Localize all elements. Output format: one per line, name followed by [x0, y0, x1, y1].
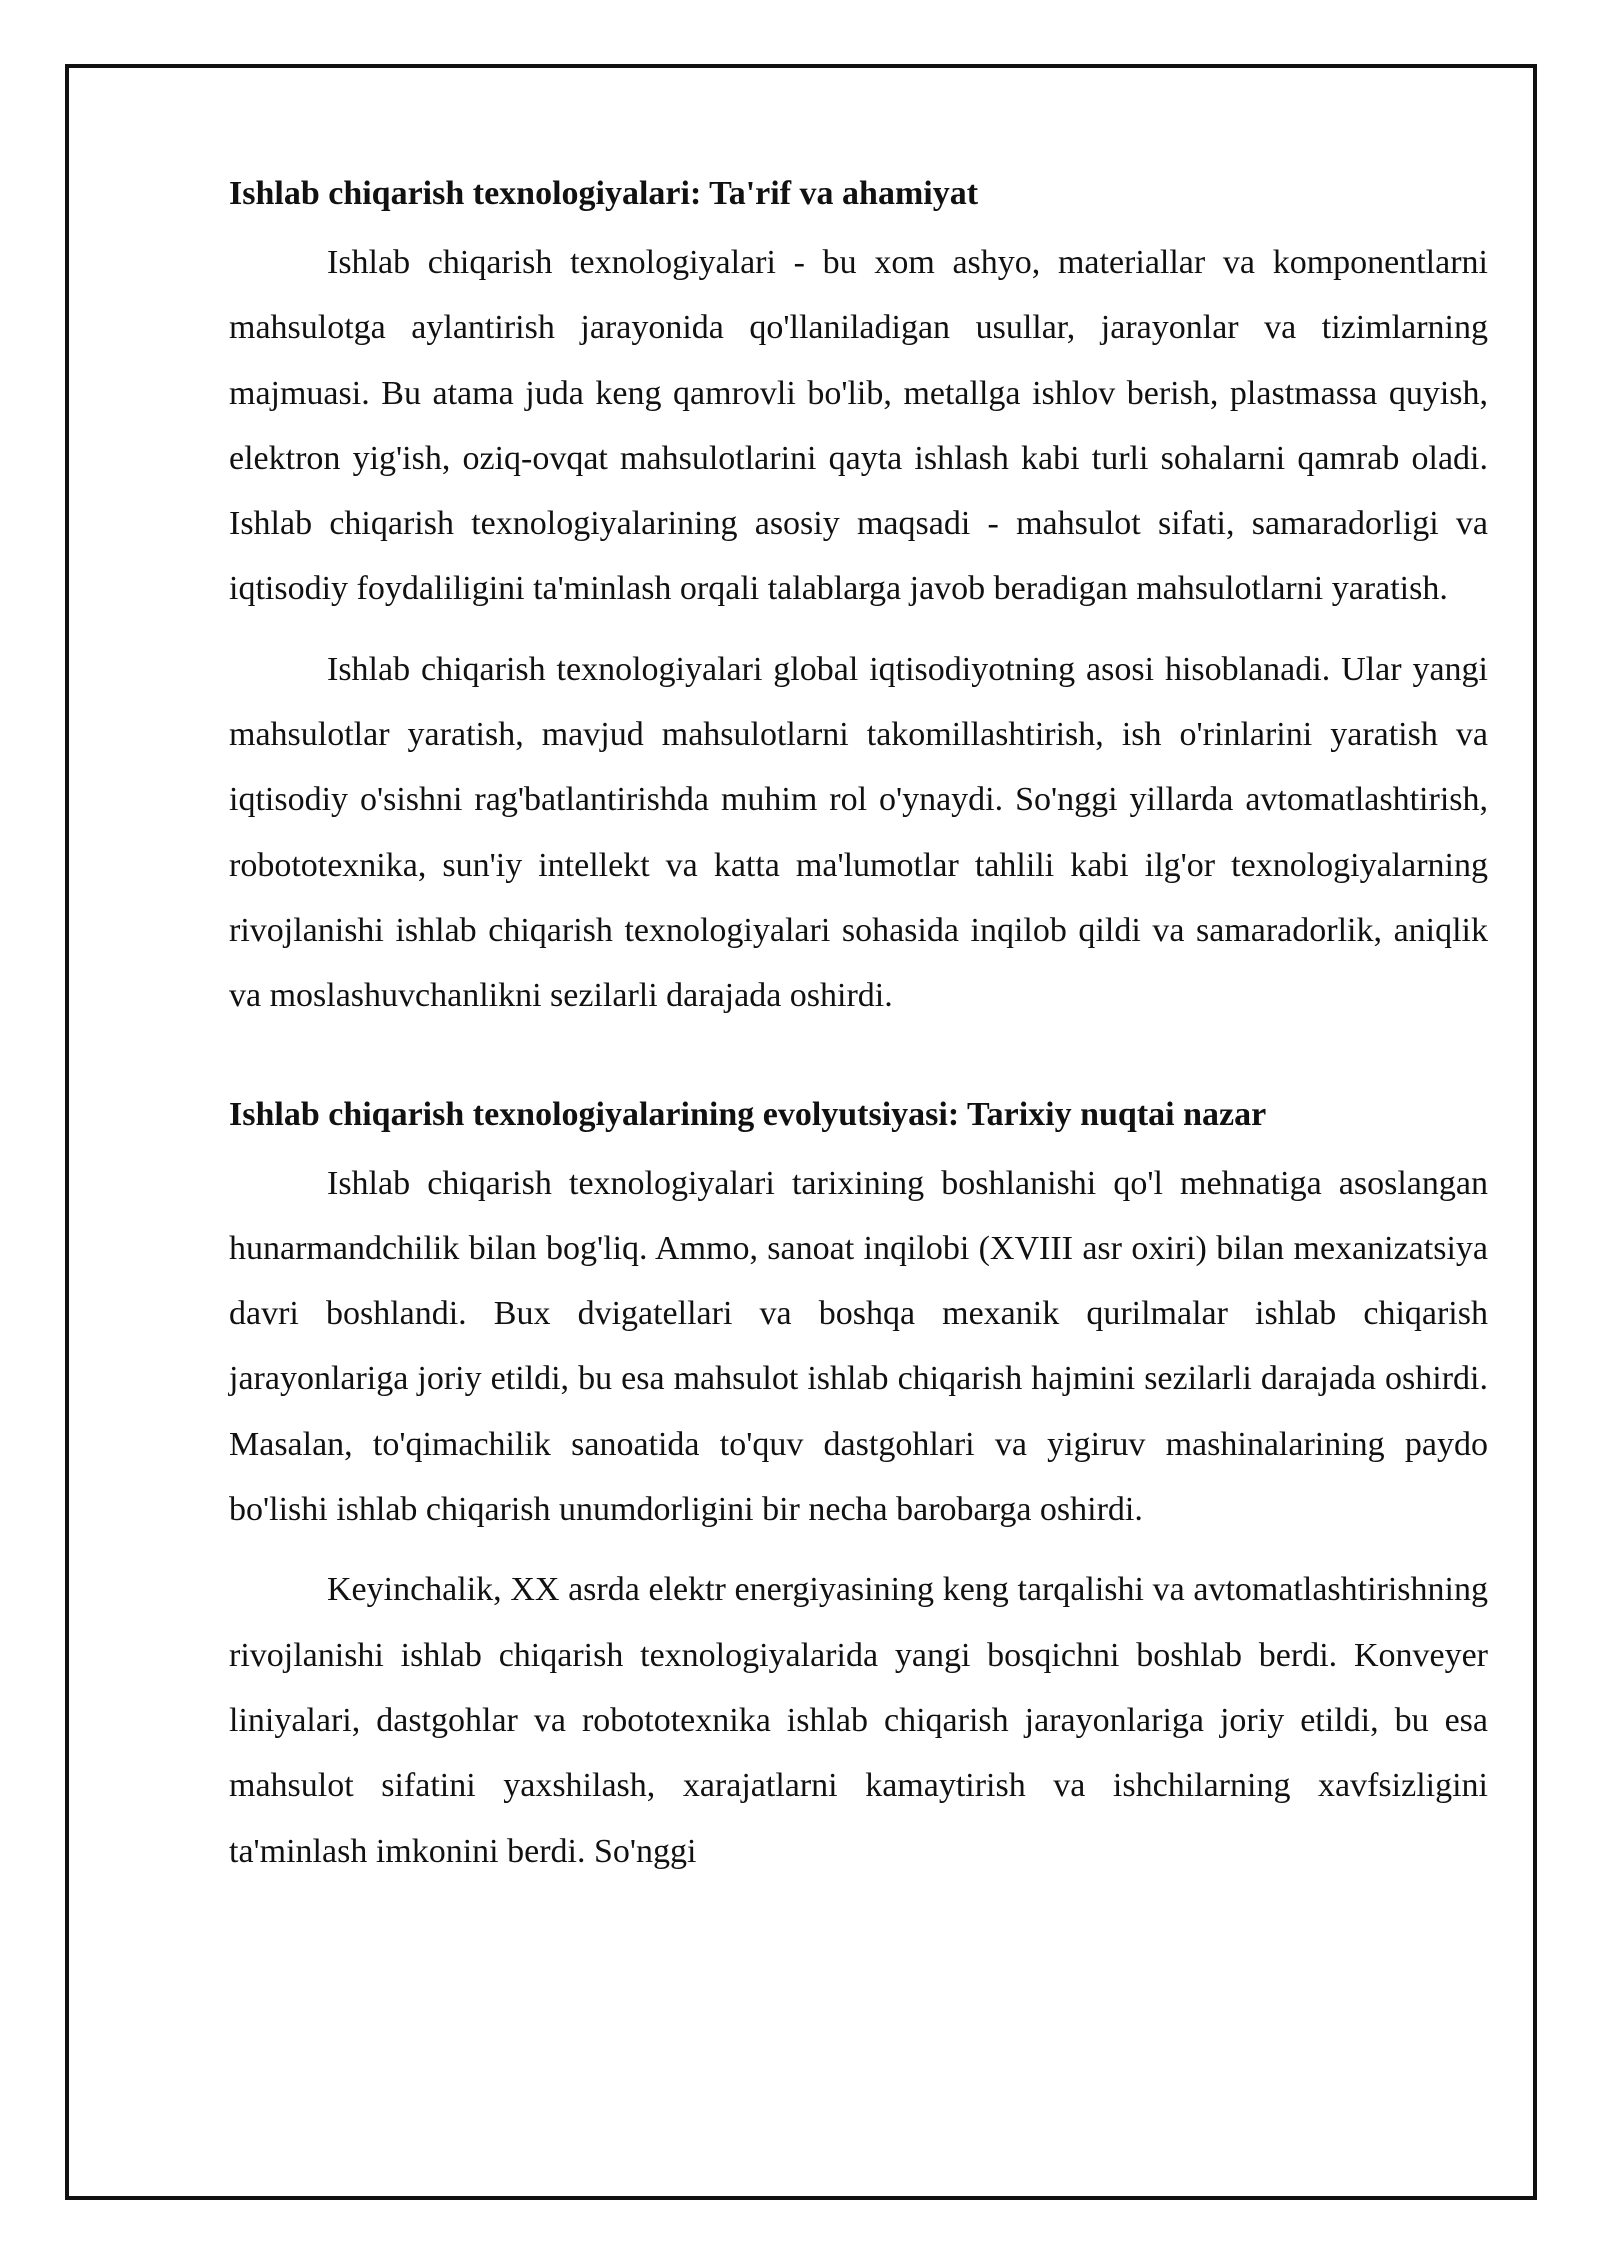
section-heading: Ishlab chiqarish texnologiyalari: Ta'rif va ahamiyat	[229, 175, 979, 212]
document-body	[229, 170, 1488, 1899]
paragraph: Ishlab chiqarish texnologiyalari - bu xom ashyo, materiallar va komponentlarni mahsulotga aylantirish jarayonida qo'llaniladigan usullar, jarayonlar va tizimlarning majmuasi. Bu atama juda keng qamrovli bo'lib, metallga ishlov berish, plastmassa quyish, elektron yig'ish, oziq-ovqat mahsulotlarini qayta ishlash kabi turli sohalarni qamrab oladi. Ishlab chiqarish texnologiyalarining asosiy maqsadi - mahsulot sifati, samaradorligi va iqtisodiy foydaliligini ta'minlash orqali talablarga javob beradigan mahsulotlarni yaratish.	[229, 244, 1488, 608]
section-heading: Ishlab chiqarish texnologiyalarining evolyutsiyasi: Tarixiy nuqtai nazar	[229, 1095, 1267, 1133]
paragraph: Keyinchalik, XX asrda elektr energiyasining keng tarqalishi va avtomatlashtirishning rivojlanishi ishlab chiqarish texnologiyalarida yangi bosqichni boshlab berdi. Konveyer liniyalari, dastgohlar va robototexnika ishlab chiqarish jarayonlariga joriy etildi, bu esa mahsulot sifatini yaxshilash, xarajatlarni kamaytirish va ishchilarning xavfsizligini ta'minlash imkonini berdi. So'nggi	[229, 1571, 1488, 1870]
paragraph: Ishlab chiqarish texnologiyalari global iqtisodiyotning asosi hisoblanadi. Ular yangi mahsulotlar yaratish, mavjud mahsulotlarni takomillashtirish, ish o'rinlarini yaratish va iqtisodiy o'sishni rag'batlantirishda muhim rol o'ynaydi. So'nggi yillarda avtomatlashtirish, robototexnika, sun'iy intellekt va katta ma'lumotlar tahlili kabi ilg'or texnologiyalarning rivojlanishi ishlab chiqarish texnologiyalari sohasida inqilob qildi va samaradorlik, aniqlik va moslashuvchanlikni sezilarli darajada oshirdi.	[229, 650, 1488, 1015]
paragraph: Ishlab chiqarish texnologiyalari tarixining boshlanishi qo'l mehnatiga asoslangan hunarmandchilik bilan bog'liq. Ammo, sanoat inqilobi (XVIII asr oxiri) bilan mexanizatsiya davri boshlandi. Bux dvigatellari va boshqa mexanik qurilmalar ishlab chiqarish jarayonlariga joriy etildi, bu esa mahsulot ishlab chiqarish hajmini sezilarli darajada oshirdi. Masalan, to'qimachilik sanoatida to'quv dastgohlari va yigiruv mashinalarining paydo bo'lishi ishlab chiqarish unumdorligini bir necha barobarga oshirdi.	[229, 1164, 1488, 1529]
